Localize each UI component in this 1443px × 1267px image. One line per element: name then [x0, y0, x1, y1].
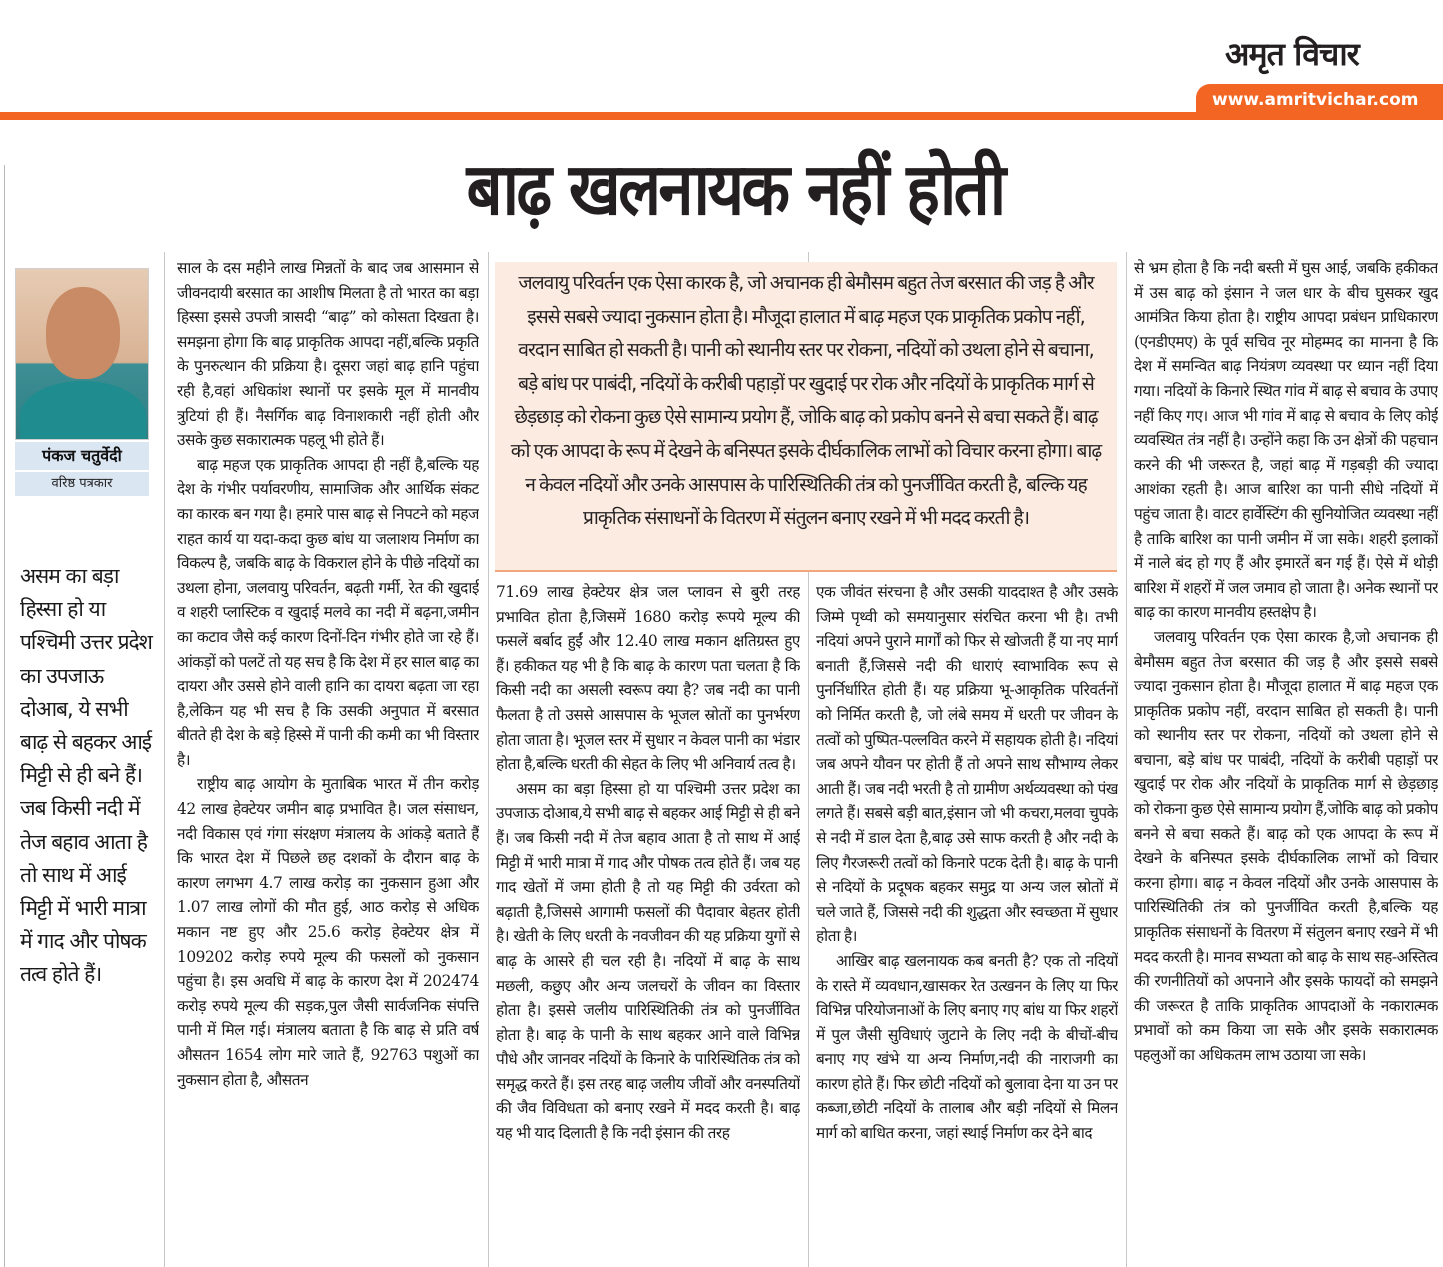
- column-rule: [488, 252, 489, 1267]
- column-rule: [1126, 252, 1127, 1267]
- author-name: पंकज चतुर्वेदी: [15, 442, 149, 470]
- article-paragraph: बाढ़ महज एक प्राकृतिक आपदा ही नहीं है,बल्कि यह देश के गंभीर पर्यावरणीय, सामाजिक और आर्थिक संकट का कारक बन गया है। हमारे पास बाढ़ से निपटने को महज राहत कार्य या यदा-कदा कुछ बांध या जलाशय निर्माण का विकल्प है, जबकि बाढ़ के विकराल होने के पीछे नदियों का उथला होना, जलवायु परिवर्तन, बढ़ती गर्मी, रेत की खुदाई व शहरी प्लास्टिक व खुदाई मलवे का नदी में बढ़ना,जमीन का कटाव जैसे कई कारण दिनों-दिन गंभीर होते जा रहे हैं। आंकड़ों को पलटें तो यह सच है कि देश में हर साल बाढ़ का दायरा और उससे होने वाली हानि का दायरा बढ़ता जा रहा है,लेकिन यह भी सच है कि उसकी अनुपात में बरसात बीतते ही देश के बड़े हिस्से में पानी की कमी का भी विस्तार है।: [177, 455, 479, 769]
- article-paragraph: राष्ट्रीय बाढ़ आयोग के मुताबिक भारत में तीन करोड़ 42 लाख हेक्टेयर जमीन बाढ़ प्रभावित है। जल संसाधन, नदी विकास एवं गंगा संरक्षण मंत्रालय के आंकड़े बताते हैं कि भारत देश में पिछले छह दशकों के दौरान बाढ़ के कारण लगभग 4.7 लाख करोड़ का नुकसान हुआ और 1.07 लाख लोगों की मौत हुई, आठ करोड़ से अधिक मकान नष्ट हुए और 25.6 करोड़ हेक्टेयर क्षेत्र में 109202 करोड़ रुपये मूल्य की फसलों को नुकसान पहुंचा है। इस अवधि में बाढ़ के कारण देश में 202474 करोड़ रुपये मूल्य की सड़क,पुल जैसी सार्वजनिक संपत्ति पानी में मिल गई। मंत्रालय बताता है कि बाढ़ से प्रति वर्ष औसतन 1654 लोग मारे जाते हैं, 92763 पशुओं का नुकसान होता है, औसतन: [177, 775, 479, 1089]
- article-paragraph: आखिर बाढ़ खलनायक कब बनती है? एक तो नदियों के रास्ते में व्यवधान,खासकर रेत उत्खनन के लिए या फिर विभिन्न परियोजनाओं के लिए बनाए गए बांध या फिर शहरों में पुल जैसी सुविधाएं जुटाने के लिए नदी के बीचों-बीच बनाए गए खंभे या अन्य निर्माण,नदी की नाराजगी का कारण होते हैं। फिर छोटी नदियों को बुलावा देना या उन पर कब्जा,छोटी नदियों के तालाब और बड़ी नदियों से मिलन मार्ग को बाधित करना, जहां स्थाई निर्माण कर देने बाद: [816, 951, 1118, 1143]
- article-paragraph: असम का बड़ा हिस्सा हो या पश्चिमी उत्तर प्रदेश का उपजाऊ दोआब,ये सभी बाढ़ से बहकर आई मिट्टी से ही बने हैं। जब किसी नदी में तेज बहाव आता है तो साथ में आई मिट्टी में भारी मात्रा में गाद और पोषक तत्व होते हैं। जब यह गाद खेतों में जमा होती है तो यह मिट्टी की उर्वरता को बढ़ाती है,जिससे आगामी फसलों की पैदावार बेहतर होती है। खेती के लिए धरती के नवजीवन की यह प्रक्रिया युगों से बाढ़ के आसरे ही चल रही है। नदियों में बाढ़ के साथ मछली, कछुए और अन्य जलचरों के जीवन का विस्तार होता है। इससे जलीय पारिस्थितिकी तंत्र को पुनर्जीवित होता है। बाढ़ के पानी के साथ बहकर आने वाले विभिन्न पौधे और जानवर नदियों के किनारे के पारिस्थितिक तंत्र को समृद्ध करते हैं। इस तरह बाढ़ जलीय जीवों और वनस्पतियों की जैव विविधता को बनाए रखने में मदद करती है। बाढ़ यह भी याद दिलाती है कि नदी इंसान की तरह: [496, 779, 800, 1143]
- article-paragraph: साल के दस महीने लाख मिन्नतों के बाद जब आसमान से जीवनदायी बरसात का आशीष मिलता है तो भारत का बड़ा हिस्सा इससे उपजी त्रासदी “बाढ़” को कोसता दिखता है। समझना होगा कि बाढ़ प्राकृतिक आपदा नहीं,बल्कि प्रकृति के पुनरुत्थान की प्रक्रिया है। दूसरा जहां बाढ़ हानि पहुंचा रही है,वहां अधिकांश स्थानों पर इसके मूल में मानवीय त्रुटियां ही हैं। नैसर्गिक बाढ़ विनाशकारी नहीं होती और उसके कुछ सकारात्मक पहलू भी होते हैं।: [177, 259, 479, 450]
- column-rule: [164, 252, 165, 1267]
- article-column-3: [816, 580, 1118, 1267]
- article-column-1: [177, 256, 479, 1267]
- article-paragraph: जलवायु परिवर्तन एक ऐसा कारक है,जो अचानक ही बेमौसम बहुत तेज बरसात की जड़ है और इससे सबसे ज्यादा नुकसान होता है। मौजूदा हालात में बाढ़ महज एक प्राकृतिक प्रकोप नहीं, वरदान साबित हो सकती है। पानी को स्थानीय स्तर पर रोकना, नदियों को उथला होने से बचाना, बड़े बांध पर पाबंदी, नदियों के करीबी पहाड़ों पर खुदाई पर रोक और नदियों के प्राकृतिक मार्ग से छेड़छाड़ को रोकना कुछ ऐसे सामान्य प्रयोग हैं,जोकि बाढ़ को प्रकोप बनने से बचा सकते हैं। बाढ़ को एक आपदा के रूप में देखने के बनिस्पत इसके दीर्घकालिक लाभों को विचार करना होगा। बाढ़ न केवल नदियों और उनके आसपास के पारिस्थितिकी तंत्र को पुनर्जीवित करती है,बल्कि यह प्राकृतिक संसाधनों के वितरण में संतुलन बनाए रखने में भी मदद करती है। मानव सभ्यता को बाढ़ के साथ सह-अस्तित्व की रणनीतियों को अपनाने और इसके फायदों को समझने की जरूरत है ताकि प्राकृतिक आपदाओं के नकारात्मक प्रभावों को कम किया जा सके और इसके सकारात्मक पहलुओं का अधिकतम लाभ उठाया जा सके।: [1134, 627, 1438, 1064]
- author-photo: [15, 268, 149, 440]
- author-title: वरिष्ठ पत्रकार: [15, 472, 149, 496]
- masthead-logo: अमृत विचार: [1225, 35, 1359, 73]
- site-url: www.amritvichar.com: [1196, 84, 1443, 116]
- article-column-4: [1134, 256, 1438, 1267]
- page-margin-rule: [4, 165, 5, 1267]
- article-headline: बाढ़ खलनायक नहीं होती: [466, 147, 1004, 231]
- highlight-callout: जलवायु परिवर्तन एक ऐसा कारक है, जो अचानक ही बेमौसम बहुत तेज बरसात की जड़ है और इससे सबसे ज्यादा नुकसान होता है। मौजूदा हालात में बाढ़ महज एक प्राकृतिक प्रकोप नहीं, वरदान साबित हो सकती है। पानी को स्थानीय स्तर पर रोकना, नदियों को उथला होने से बचाना, बड़े बांध पर पाबंदी, नदियों के करीबी पहाड़ों पर खुदाई पर रोक और नदियों के प्राकृतिक मार्ग से छेड़छाड़ को रोकना कुछ ऐसे सामान्य प्रयोग हैं, जोकि बाढ़ को प्रकोप बनने से बचा सकते हैं। बाढ़ को एक आपदा के रूप में देखने के बनिस्पत इसके दीर्घकालिक लाभों को विचार करना होगा। बाढ़ न केवल नदियों और उनके आसपास के पारिस्थितिकी तंत्र को पुनर्जीवित करती है, बल्कि यह प्राकृतिक संसाधनों के वितरण में संतुलन बनाए रखने में भी मदद करती है।: [495, 262, 1117, 572]
- author-photo-face: [46, 287, 120, 379]
- masthead-divider: [0, 112, 1443, 120]
- article-column-2: [496, 580, 800, 1267]
- article-paragraph: एक जीवंत संरचना है और उसकी याददाश्त है और उसके जिम्मे पृथ्वी को समयानुसार संरचित करना भी है। तभी नदियां अपने पुराने मार्गों को फिर से खोजती हैं या नए मार्ग बनाती हैं,जिससे नदी की धाराएं स्वाभाविक रूप से पुनर्निर्धारित होती हैं। यह प्रक्रिया भू-आकृतिक परिवर्तनों को निर्मित करती है, जो लंबे समय में धरती पर जीवन के तत्वों को पुष्पित-पल्लवित करने में सहायक होती है। नदियां जब अपने यौवन पर होती हैं तो अपने साथ सौभाग्य लेकर आती हैं। जब नदी भरती है तो ग्रामीण अर्थव्यवस्था को पंख लगते हैं। सबसे बड़ी बात,इंसान जो भी कचरा,मलवा चुपके से नदी में डाल देता है,बाढ़ उसे साफ करती है और नदी के लिए गैरजरूरी तत्वों को किनारे पटक देती है। बाढ़ के पानी से नदियों के प्रदूषक बहकर समुद्र या अन्य जल स्रोतों में चले जाते हैं, जिससे नदी की शुद्धता और स्वच्छता में सुधार होता है।: [816, 583, 1118, 946]
- article-paragraph: से भ्रम होता है कि नदी बस्ती में घुस आई, जबकि हकीकत में उस बाढ़ को इंसान ने जल धार के बीच घुसकर खुद आमंत्रित किया होता है। राष्ट्रीय आपदा प्रबंधन प्राधिकारण (एनडीएमए) के पूर्व सचिव नूर मोहम्मद का मानना है कि देश में समन्वित बाढ़ नियंत्रण व्यवस्था पर ध्यान नहीं दिया गया। नदियों के किनारे स्थित गांव में बाढ़ से बचाव के उपाए नहीं किए गए। आज भी गांव में बाढ़ से बचाव के लिए कोई व्यवस्थित तंत्र नहीं है। उन्होंने कहा कि उन क्षेत्रों की पहचान करने की भी जरूरत है, जहां बाढ़ में गड़बड़ी की ज्यादा आशंका रहती है। आज बारिश का पानी सीधे नदियों में पहुंच जाता है। वाटर हार्वेस्टिंग की सुनियोजित व्यवस्था नहीं है ताकि बारिश का पानी जमीन में जा सके। शहरी इलाकों में नाले बंद हो गए हैं और इमारतें बन गई हैं। ऐसे में थोड़ी बारिश में शहरों में जल जमाव हो जाता है। अनेक स्थानों पर बाढ़ का कारण मानवीय हस्तक्षेप है।: [1134, 259, 1438, 622]
- author-photo-shirt: [20, 381, 146, 440]
- article-paragraph: 71.69 लाख हेक्टेयर क्षेत्र जल प्लावन से बुरी तरह प्रभावित होता है,जिसमें 1680 करोड़ रूपये मूल्य की फसलें बर्बाद हुईं और 12.40 लाख मकान क्षतिग्रस्त हुए हैं। हकीकत यह भी है कि बाढ़ के कारण पता चलता है कि किसी नदी का असली स्वरूप क्या है? जब नदी का पानी फैलता है तो उससे आसपास के भूजल स्रोतों का पुनर्भरण होता जाता है। भूजल स्तर में सुधार न केवल पानी का भंडार होता है,बल्कि धरती की सेहत के लिए भी अनिवार्य तत्व है।: [496, 583, 800, 774]
- pull-quote: असम का बड़ा हिस्सा हो या पश्चिमी उत्तर प्रदेश का उपजाऊ दोआब, ये सभी बाढ़ से बहकर आई मिट्टी से ही बने हैं। जब किसी नदी में तेज बहाव आता है तो साथ में आई मिट्टी में भारी मात्रा में गाद और पोषक तत्व होते हैं।: [20, 564, 152, 987]
